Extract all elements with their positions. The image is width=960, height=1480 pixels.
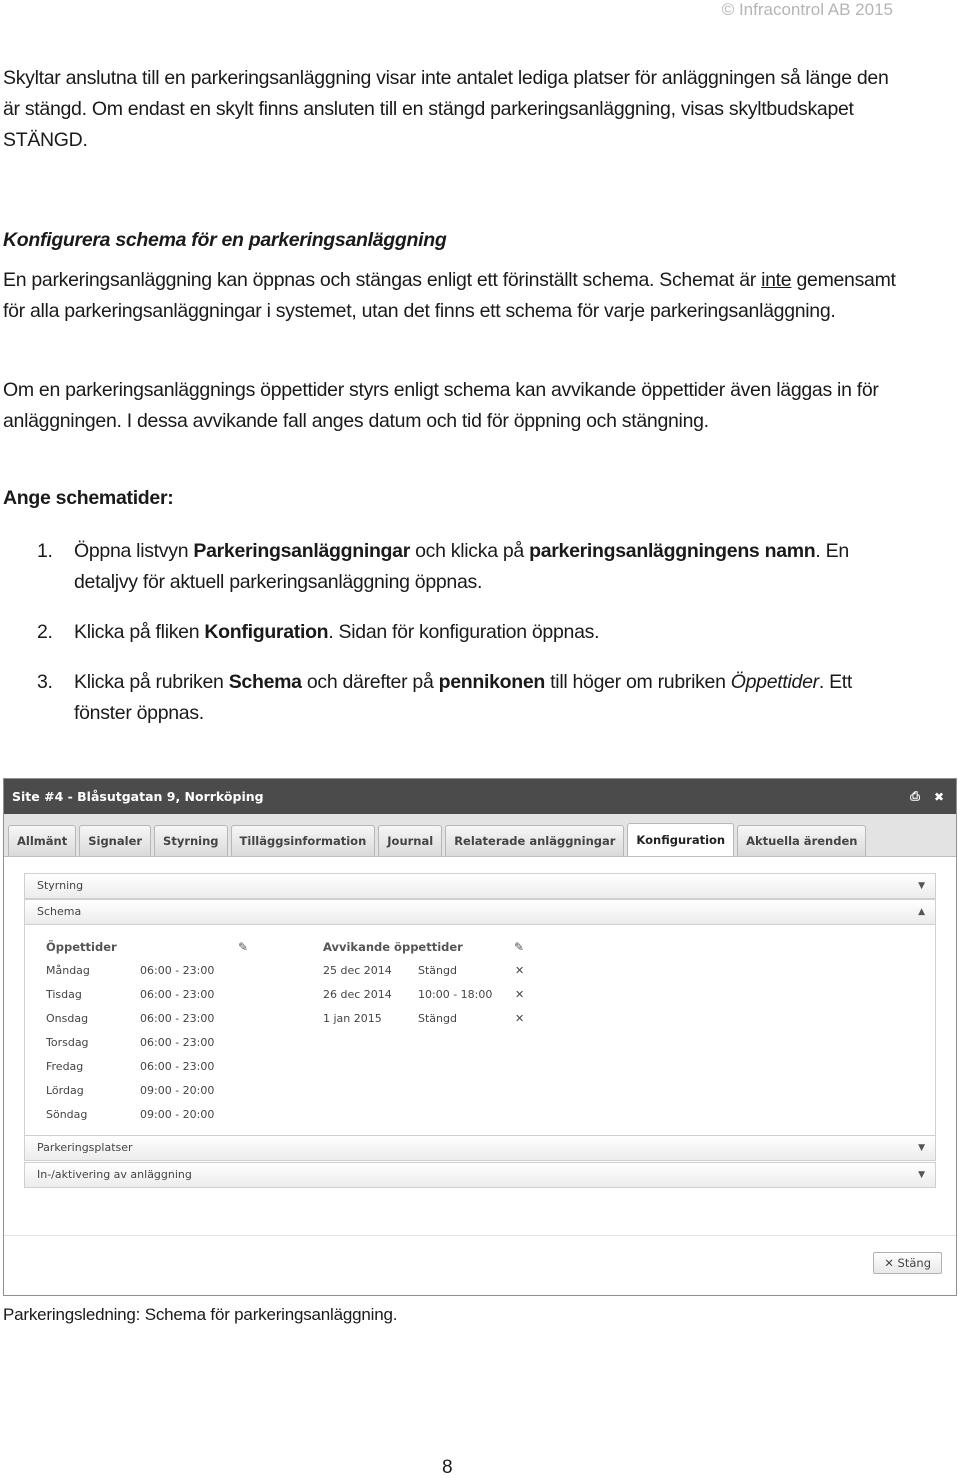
time-value: 06:00 - 23:00 xyxy=(140,988,215,1001)
tab-tillaggsinformation[interactable]: Tilläggsinformation xyxy=(231,825,376,856)
caret-down-icon: ▼ xyxy=(918,881,925,891)
tab-aktuella-arenden[interactable]: Aktuella ärenden xyxy=(737,825,866,856)
window-titlebar xyxy=(4,779,956,814)
day-label: Onsdag xyxy=(46,1012,89,1025)
oppettider-heading xyxy=(46,935,251,959)
tab-signaler[interactable]: Signaler xyxy=(79,825,151,856)
tab-bar xyxy=(4,814,956,857)
time-value: 06:00 - 23:00 xyxy=(140,1036,215,1049)
step-bold: Parkeringsanläggningar xyxy=(193,540,411,562)
date-label: 25 dec 2014 xyxy=(323,964,392,977)
step-text: till höger om rubriken xyxy=(545,671,731,693)
close-icon[interactable]: ✖ xyxy=(933,789,945,804)
table-row xyxy=(46,1103,251,1127)
intro-paragraph: Skyltar anslutna till en parkeringsanläggning visar inte antalet lediga platser för anläggningen så länge den är stängd. Om endast en skylt finns ansluten till en stängd parkeringsanläggning, visas skyltbudskapet STÄNGD. xyxy=(3,67,889,151)
step-text: Klicka på rubriken xyxy=(74,671,229,693)
day-label: Fredag xyxy=(46,1060,84,1073)
day-label: Måndag xyxy=(46,964,90,977)
time-value: 06:00 - 23:00 xyxy=(140,1012,215,1025)
tab-styrning[interactable]: Styrning xyxy=(154,825,228,856)
section-heading: Konfigurera schema för en parkeringsanläggning xyxy=(3,229,447,251)
table-row xyxy=(46,1079,251,1103)
pencil-edit-icon[interactable]: ✎ xyxy=(514,940,525,954)
caret-down-icon: ▼ xyxy=(918,1170,925,1180)
step-text: . Ett fönster öppnas. xyxy=(74,671,853,724)
oppettider-column xyxy=(46,935,251,1127)
time-value: Stängd xyxy=(418,1012,457,1025)
step-bold: Konfiguration xyxy=(204,621,329,643)
avvikande-column xyxy=(323,935,533,1031)
date-label: 1 jan 2015 xyxy=(323,1012,382,1025)
table-row xyxy=(46,983,251,1007)
time-value: 09:00 - 20:00 xyxy=(140,1108,215,1121)
step-text: och klicka på xyxy=(410,540,530,562)
step-bold: pennikonen xyxy=(438,671,546,693)
accordion-styrning[interactable] xyxy=(24,873,936,899)
figure-caption: Parkeringsledning: Schema för parkeringsanläggning. xyxy=(3,1305,398,1324)
delete-icon[interactable]: ✕ xyxy=(515,988,525,1001)
accordion-label: Schema xyxy=(37,905,82,918)
step-number: 3. xyxy=(37,671,53,693)
tab-relaterade-anlaggningar[interactable]: Relaterade anläggningar xyxy=(445,825,624,856)
accordion-label: In-/aktivering av anläggning xyxy=(37,1168,192,1181)
tab-journal[interactable]: Journal xyxy=(378,825,442,856)
table-row xyxy=(323,983,533,1007)
page-number: 8 xyxy=(442,1457,453,1478)
accordion-parkeringsplatser[interactable] xyxy=(24,1135,936,1161)
table-row xyxy=(46,959,251,983)
step-italic: Öppettider xyxy=(730,671,819,693)
window-title: Site #4 - Blåsutgatan 9, Norrköping xyxy=(12,789,264,804)
time-value: 10:00 - 18:00 xyxy=(418,988,493,1001)
step-number: 1. xyxy=(37,540,53,562)
step-number: 2. xyxy=(37,621,53,643)
avvikande-heading-label: Avvikande öppettider xyxy=(323,940,463,954)
close-button-label: Stäng xyxy=(897,1256,931,1270)
step-text: och därefter på xyxy=(301,671,439,693)
config-text-before: En parkeringsanläggning kan öppnas och stängas enligt ett förinställt schema. Schemat är xyxy=(3,269,762,291)
time-value: 09:00 - 20:00 xyxy=(140,1084,215,1097)
site-detail-window xyxy=(3,778,957,1296)
time-value: 06:00 - 23:00 xyxy=(140,964,215,977)
table-row xyxy=(46,1007,251,1031)
step-1 xyxy=(3,536,903,598)
time-value: 06:00 - 23:00 xyxy=(140,1060,215,1073)
avvikande-heading xyxy=(323,935,533,959)
day-label: Tisdag xyxy=(46,988,82,1001)
window-footer xyxy=(4,1235,956,1296)
tab-allmant[interactable]: Allmänt xyxy=(8,825,76,856)
day-label: Lördag xyxy=(46,1084,84,1097)
config-underlined-word: inte xyxy=(761,269,792,291)
accordion-aktivering[interactable] xyxy=(24,1162,936,1188)
accordion-label: Styrning xyxy=(37,879,84,892)
step-3 xyxy=(3,667,903,729)
table-row xyxy=(46,1055,251,1079)
step-text: . En detaljvy för aktuell parkeringsanläggning öppnas. xyxy=(74,540,849,593)
delete-icon[interactable]: ✕ xyxy=(515,964,525,977)
copyright-notice: © Infracontrol AB 2015 xyxy=(721,0,893,19)
step-bold: parkeringsanläggningens namn xyxy=(529,540,816,562)
time-value: Stängd xyxy=(418,964,457,977)
deviation-paragraph: Om en parkeringsanläggnings öppettider styrs enligt schema kan avvikande öppettider även läggas in för anläggningen. I dessa avvikande fall anges datum och tid för öppning och stängning. xyxy=(3,379,879,432)
steps-list xyxy=(3,536,903,748)
day-label: Söndag xyxy=(46,1108,88,1121)
config-content xyxy=(4,857,956,1235)
steps-heading: Ange schematider: xyxy=(3,487,174,509)
caret-down-icon: ▼ xyxy=(918,1143,925,1153)
delete-icon[interactable]: ✕ xyxy=(515,1012,525,1025)
step-bold: Schema xyxy=(228,671,302,693)
config-paragraph xyxy=(3,265,903,327)
close-icon: ✕ xyxy=(884,1256,894,1270)
step-text: Klicka på fliken xyxy=(74,621,205,643)
accordion-schema[interactable] xyxy=(24,899,936,925)
step-2 xyxy=(3,617,903,648)
table-row xyxy=(323,1007,533,1031)
tab-konfiguration[interactable]: Konfiguration xyxy=(627,823,734,856)
close-button[interactable] xyxy=(873,1252,942,1274)
date-label: 26 dec 2014 xyxy=(323,988,392,1001)
step-text: Öppna listvyn xyxy=(74,540,194,562)
pencil-edit-icon[interactable]: ✎ xyxy=(238,940,249,954)
day-label: Torsdag xyxy=(46,1036,89,1049)
step-text: . Sidan för konfiguration öppnas. xyxy=(328,621,600,643)
caret-up-icon: ▲ xyxy=(918,907,925,917)
config-text-after: gemensamt för alla parkeringsanläggningar i systemet, utan det finns ett schema för varje parkeringsanläggning. xyxy=(3,269,896,322)
print-icon[interactable]: ⎙ xyxy=(910,789,920,803)
table-row xyxy=(46,1031,251,1055)
schema-panel xyxy=(24,925,936,1135)
accordion-label: Parkeringsplatser xyxy=(37,1141,133,1154)
table-row xyxy=(323,959,533,983)
oppettider-heading-label: Öppettider xyxy=(46,940,117,954)
